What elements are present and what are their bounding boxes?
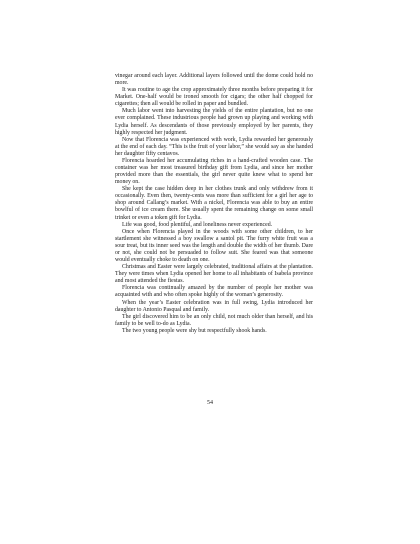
body-text	[115, 73, 313, 335]
paragraph: Life was good, food plentiful, and loneliness never experienced.	[122, 221, 273, 228]
paragraph: Once when Florencia played in the woods with some other children, to her startlement she witnessed a boy swallow a santol pit. The furry white fruit was a sour treat, but its inner seed was the length and double the width of her thumb. Dare or not, she could not be persuaded to follow suit. She feared was that someone would eventually choke to death on one.	[115, 228, 313, 264]
paragraph: vinegar around each layer. Additional layers followed until the dome could hold no more.	[115, 73, 313, 87]
page-number: 54	[207, 400, 213, 406]
paragraph: Christmas and Easter were largely celebrated, traditional affairs at the plantation. They were times when Lydia opened her home to all inhabitants of Isabela province and most attended the fiestas.	[115, 264, 313, 285]
paragraph: Florencia hoarded her accumulating riches in a hand-crafted wooden case. The container was her most treasured birthday gift from Lydia, and since her mother provided more than the essentials, the girl never quite knew what to spend her money on.	[115, 157, 313, 186]
paragraph: Now that Florencia was experienced with work, Lydia rewarded her generously at the end of each day. “This is the fruit of your labor,” she would say as she handed her daughter fifty centavos.	[115, 136, 313, 157]
paragraph: Florencia was continually amazed by the number of people her mother was acquainted with and who often spoke highly of the woman’s generosity.	[115, 285, 313, 299]
paragraph: She kept the case hidden deep in her clothes trunk and only withdrew from it occasionally. Even then, twenty-cents was more than sufficient for a girl her age to shop around Callang’s market. With a nickel, Florencia was able to buy an entire bowlful of ice cream there. She usually spent the remaining change on some small trinket or even a token gift for Lydia.	[115, 186, 313, 221]
paragraph: Much labor went into harvesting the yields of the entire plantation, but no one ever complained. These industrious people had grown up playing and working with Lydia herself. As descendants of those previously employed by her parents, they highly respected her judgment.	[115, 108, 313, 136]
paragraph: The two young people were shy but respectfully shook hands.	[122, 327, 267, 334]
paragraph: The girl discovered him to be an only child, not much older than herself, and his family to be well to-do as Lydia.	[115, 313, 313, 327]
paragraph: When the year’s Easter celebration was in full swing, Lydia introduced her daughter to Antonio Pasqual and family.	[115, 299, 313, 313]
paragraph: It was routine to age the crop approximately three months before preparing it for Market. One-half would be ironed smooth for cigars; the other half chopped for cigarettes; then all would be rolled in paper and bundled.	[115, 87, 313, 108]
